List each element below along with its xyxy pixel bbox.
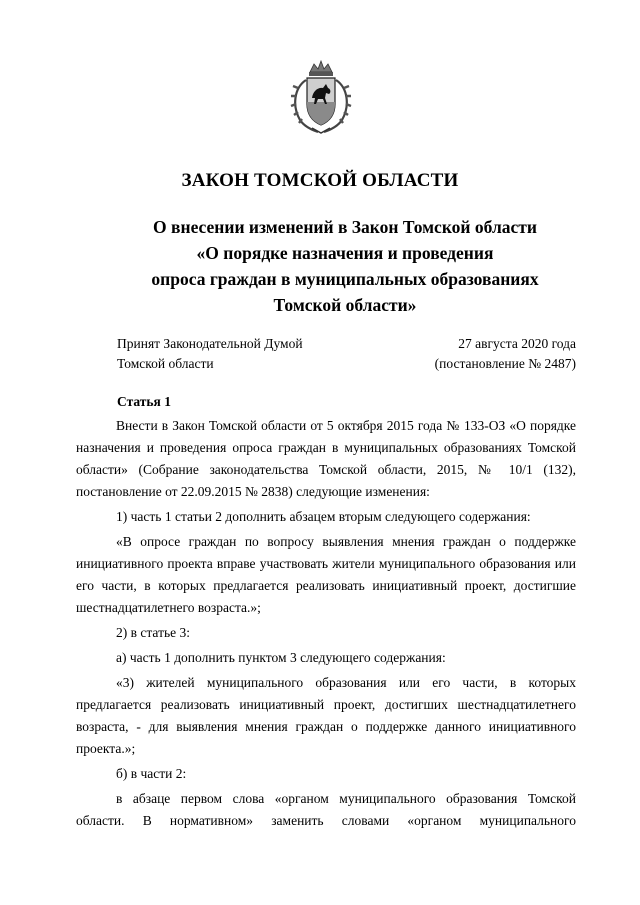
law-subtitle xyxy=(110,214,580,318)
paragraph: «В опросе граждан по вопросу выявления мнения граждан о поддержке инициативного проекта вправе участвовать жители муниципального образования или его части, в которых предлагается реализовать инициативный проект, достигшие шестнадцатилетнего возраста.»; xyxy=(76,534,576,615)
paragraph: «3) жителей муниципального образования или его части, в которых предлагается реализовать инициативный проект, достигших шестнадцатилетнего возраста, - для выявления мнения граждан о поддержке данного инициативного проекта.»; xyxy=(76,675,576,756)
article-body xyxy=(76,415,576,835)
paragraph: Внести в Закон Томской области от 5 октября 2015 года № 133-ОЗ «О порядке назначения и проведения опроса граждан в муниципальных образованиях Томской области» (Собрание законодательства Томской области, 2015, № 10/1 (132), постановление от 22.09.2015 № 2838) следующие изменения: xyxy=(76,418,576,499)
paragraph: в абзаце первом слова «органом муниципального образования Томской области. В нормативном» заменить словами «органом муниципального xyxy=(76,791,576,828)
paragraph: б) в части 2: xyxy=(116,766,187,781)
paragraph: а) часть 1 дополнить пунктом 3 следующего содержания: xyxy=(116,650,446,665)
tomsk-coat-of-arms-icon xyxy=(288,58,354,136)
subtitle-line: опроса граждан в муниципальных образованиях xyxy=(151,269,539,289)
adopted-by-line: Принят Законодательной Думой xyxy=(117,336,303,351)
adoption-date: 27 августа 2020 года xyxy=(458,336,576,351)
adoption-date-info xyxy=(400,334,576,374)
subtitle-line: О внесении изменений в Закон Томской области xyxy=(153,217,537,237)
adoption-info xyxy=(117,334,303,374)
adopted-by-region: Томской области xyxy=(117,356,214,371)
resolution-number: (постановление № 2487) xyxy=(434,356,576,371)
paragraph: 1) часть 1 статьи 2 дополнить абзацем вторым следующего содержания: xyxy=(116,509,531,524)
subtitle-line: «О порядке назначения и проведения xyxy=(196,243,494,263)
paragraph: 2) в статье 3: xyxy=(116,625,190,640)
law-title: ЗАКОН ТОМСКОЙ ОБЛАСТИ xyxy=(181,170,459,191)
subtitle-line: Томской области» xyxy=(273,295,417,315)
article-heading: Статья 1 xyxy=(117,394,171,409)
